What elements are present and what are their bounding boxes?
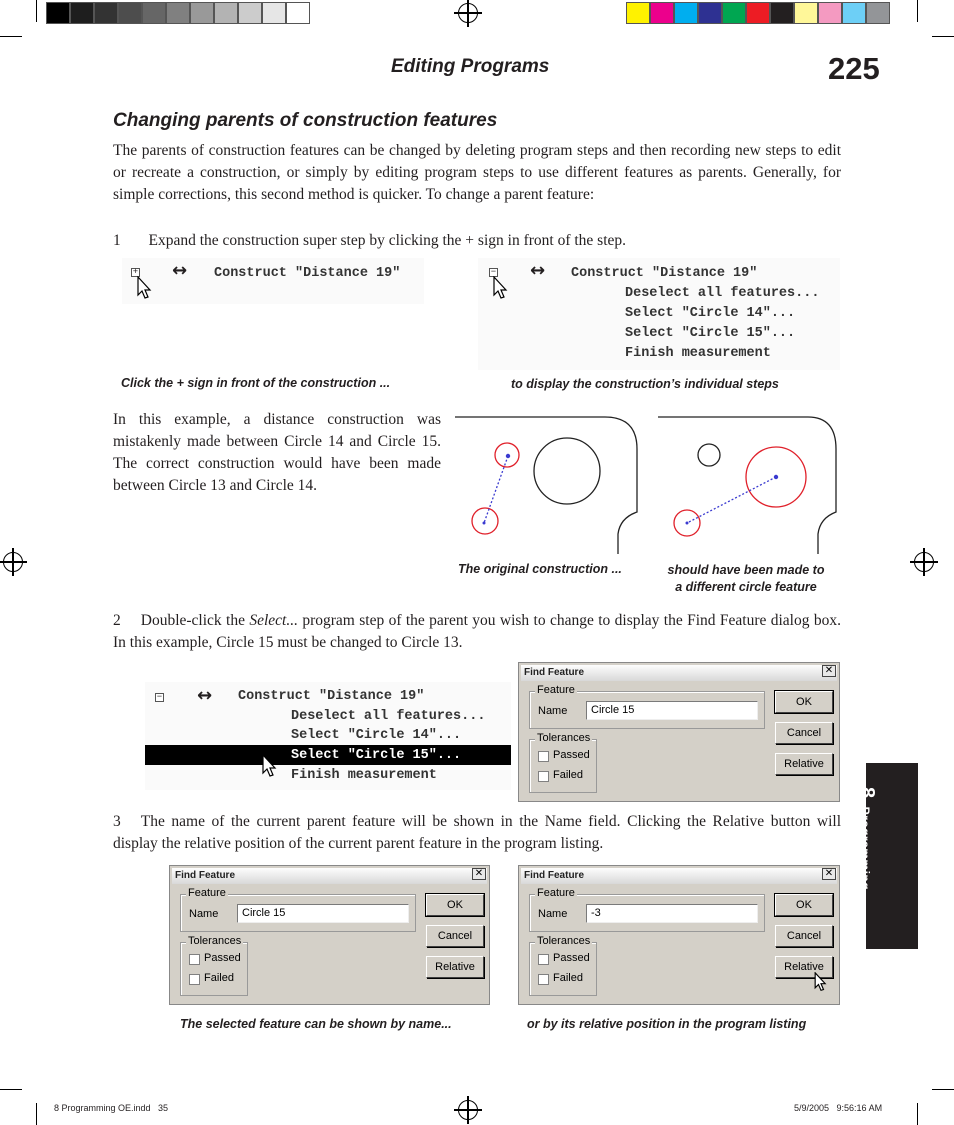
color-swatch	[722, 2, 746, 24]
step-3	[113, 811, 841, 855]
failed-label: Failed	[204, 972, 234, 984]
program-substep[interactable]: Finish measurement	[291, 768, 437, 783]
step-text: program step of the parent you wish to change to display the Find Feature dialog box. In this example, Circle 15 must be changed to Circle 13.	[113, 612, 841, 651]
color-swatch	[770, 2, 794, 24]
program-listing-expanded	[478, 258, 840, 370]
crop-mark	[36, 0, 37, 22]
example-paragraph: In this example, a distance construction was mistakenly made between Circle 14 and Circle 15. The correct construction would have been made between Circle 13 and Circle 14.	[113, 411, 441, 494]
dialog-title: Find Feature	[521, 665, 837, 681]
color-swatch	[286, 2, 310, 24]
crop-mark	[917, 1103, 918, 1125]
dialog-title: Find Feature	[521, 868, 837, 884]
program-substep-selected[interactable]: Select "Circle 15"...	[291, 748, 462, 763]
registration-mark-icon	[458, 3, 478, 23]
group-label: Feature	[537, 684, 575, 696]
close-icon[interactable]: ✕	[472, 868, 486, 880]
crop-mark	[932, 36, 954, 37]
corrected-construction-figure	[658, 414, 840, 556]
color-swatch	[866, 2, 890, 24]
crop-mark	[932, 1089, 954, 1090]
program-substep[interactable]: Deselect all features...	[625, 286, 820, 301]
color-swatch	[238, 2, 262, 24]
find-feature-dialog	[518, 662, 840, 802]
step-1	[113, 230, 841, 252]
program-step[interactable]: Construct "Distance 19"	[238, 689, 425, 704]
mouse-pointer-icon	[493, 276, 509, 300]
close-icon[interactable]: ✕	[822, 868, 836, 880]
passed-checkbox[interactable]	[538, 954, 549, 965]
feature-group	[529, 887, 765, 932]
relative-button[interactable]: Relative	[426, 956, 484, 978]
relative-button[interactable]: Relative	[775, 753, 833, 775]
chapter-number: 8	[856, 787, 878, 799]
crop-mark	[0, 1089, 22, 1090]
color-swatch	[698, 2, 722, 24]
registration-mark-icon	[914, 552, 934, 572]
program-substep[interactable]: Select "Circle 15"...	[625, 326, 796, 341]
name-field[interactable]: Circle 15	[237, 904, 409, 923]
crop-mark	[917, 0, 918, 22]
failed-label: Failed	[553, 769, 583, 781]
step-text: Double-click the	[140, 612, 250, 629]
caption	[656, 562, 836, 596]
group-label: Tolerances	[537, 732, 591, 744]
close-icon[interactable]: ✕	[822, 665, 836, 677]
caption: to display the construction’s individual steps	[511, 377, 779, 391]
relative-button[interactable]: Relative	[775, 956, 833, 978]
ok-button[interactable]: OK	[775, 691, 833, 713]
color-swatch	[46, 2, 70, 24]
failed-checkbox[interactable]	[538, 974, 549, 985]
passed-checkbox[interactable]	[189, 954, 200, 965]
color-swatch	[650, 2, 674, 24]
tolerances-group	[529, 935, 597, 996]
program-substep[interactable]: Select "Circle 14"...	[625, 306, 796, 321]
program-listing-collapsed	[122, 258, 424, 304]
tolerances-group	[529, 732, 597, 793]
step-text-italic: Select...	[249, 612, 298, 629]
ok-button[interactable]: OK	[426, 894, 484, 916]
name-label: Name	[189, 908, 219, 920]
program-substep[interactable]: Deselect all features...	[291, 709, 486, 724]
name-field[interactable]: -3	[586, 904, 758, 923]
passed-label: Passed	[553, 952, 590, 964]
step-text: Expand the construction super step by clicking the + sign in front of the step.	[148, 232, 627, 249]
passed-label: Passed	[204, 952, 241, 964]
program-substep[interactable]: Finish measurement	[625, 346, 771, 361]
slug-timestamp: 5/9/2005 9:56:16 AM	[794, 1103, 883, 1113]
caption-line: a different circle feature	[675, 580, 817, 594]
collapse-toggle-icon[interactable]: −	[490, 267, 497, 277]
color-swatch	[142, 2, 166, 24]
caption-line: should have been made to	[667, 563, 825, 577]
passed-checkbox[interactable]	[538, 751, 549, 762]
color-swatch	[842, 2, 866, 24]
color-swatch	[94, 2, 118, 24]
color-swatch	[166, 2, 190, 24]
slug-file-info: 8 Programming OE.indd 35	[54, 1103, 169, 1113]
find-feature-dialog	[518, 865, 840, 1005]
chapter-label: Programming	[858, 806, 872, 891]
cancel-button[interactable]: Cancel	[775, 925, 833, 947]
group-label: Feature	[188, 887, 226, 899]
program-step[interactable]: Construct "Distance 19"	[214, 266, 401, 281]
crop-mark	[0, 36, 22, 37]
intro-paragraph: The parents of construction features can be changed by deleting program steps and then recording new steps to edit or recreate a construction, or simply by editing program steps to use different features as parents. Generally, for simple corrections, this second method is quicker. To change a parent feature:	[113, 142, 841, 203]
feature-group	[180, 887, 416, 932]
step-number: 3	[113, 813, 121, 830]
page-number: 225	[828, 51, 880, 86]
program-substep[interactable]: Select "Circle 14"...	[291, 728, 462, 743]
group-label: Feature	[537, 887, 575, 899]
color-swatch	[626, 2, 650, 24]
name-label: Name	[538, 908, 568, 920]
color-swatch	[118, 2, 142, 24]
original-construction-figure	[455, 414, 640, 556]
registration-mark-icon	[458, 1100, 478, 1120]
name-field[interactable]: Circle 15	[586, 701, 758, 720]
mouse-pointer-icon	[137, 276, 153, 300]
group-label: Tolerances	[188, 935, 242, 947]
failed-label: Failed	[553, 972, 583, 984]
section-heading: Changing parents of construction features	[113, 110, 498, 131]
step-2	[113, 610, 841, 654]
mouse-pointer-icon	[262, 754, 278, 778]
color-swatch	[70, 2, 94, 24]
caption: Click the + sign in front of the construction ...	[121, 376, 391, 390]
distance-icon: ↔	[530, 260, 546, 281]
caption: or by its relative position in the program listing	[527, 1017, 807, 1031]
program-step[interactable]: Construct "Distance 19"	[571, 266, 758, 281]
passed-label: Passed	[553, 749, 590, 761]
find-feature-dialog	[169, 865, 490, 1005]
color-swatch	[674, 2, 698, 24]
color-swatch	[794, 2, 818, 24]
caption: The selected feature can be shown by name...	[180, 1017, 452, 1031]
color-swatch	[746, 2, 770, 24]
expand-toggle-icon[interactable]: +	[132, 267, 139, 277]
distance-icon: ↔	[172, 260, 188, 281]
distance-icon: ↔	[197, 685, 213, 706]
ok-button[interactable]: OK	[775, 894, 833, 916]
mouse-pointer-icon	[814, 972, 828, 992]
step-number: 1	[113, 232, 121, 249]
chapter-tab	[856, 763, 918, 949]
name-label: Name	[538, 705, 568, 717]
color-swatch	[190, 2, 214, 24]
running-header: Editing Programs	[391, 56, 550, 77]
collapse-toggle-icon[interactable]: −	[156, 692, 163, 702]
cancel-button[interactable]: Cancel	[775, 722, 833, 744]
feature-group	[529, 684, 765, 729]
tolerances-group	[180, 935, 248, 996]
color-swatch	[818, 2, 842, 24]
dialog-title: Find Feature	[172, 868, 487, 884]
color-swatch	[214, 2, 238, 24]
program-listing-selection	[145, 682, 511, 790]
step-text: The name of the current parent feature will be shown in the Name field. Clicking the Relative button will display the relative position of the current parent feature in the program listing.	[113, 813, 841, 852]
crop-mark	[36, 1103, 37, 1125]
cancel-button[interactable]: Cancel	[426, 925, 484, 947]
caption: The original construction ...	[458, 562, 622, 576]
color-swatch	[262, 2, 286, 24]
group-label: Tolerances	[537, 935, 591, 947]
failed-checkbox[interactable]	[538, 771, 549, 782]
failed-checkbox[interactable]	[189, 974, 200, 985]
registration-mark-icon	[3, 552, 23, 572]
step-number: 2	[113, 612, 121, 629]
